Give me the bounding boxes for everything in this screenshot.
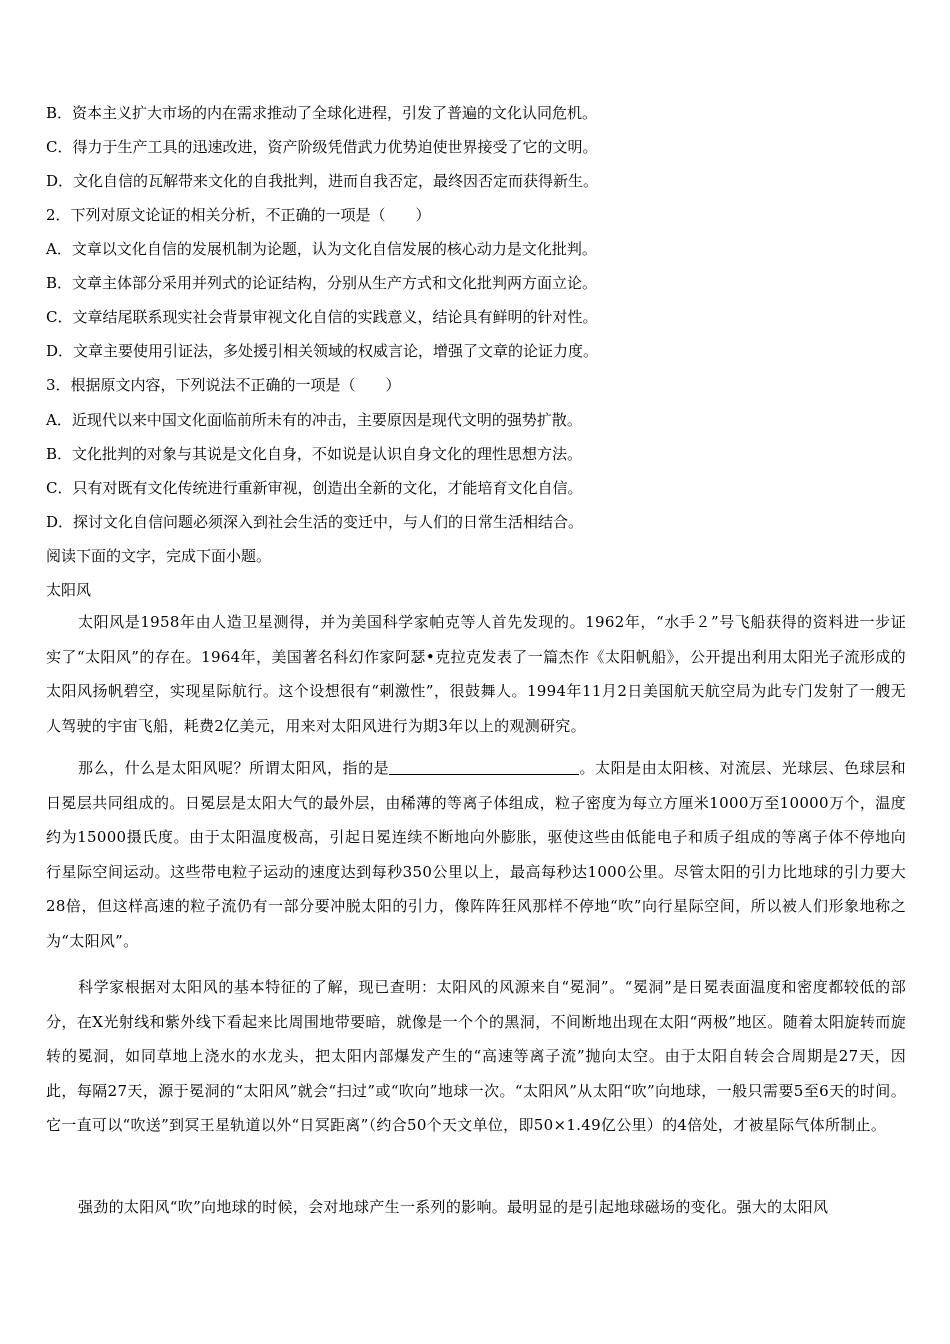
q1-option-b: B．资本主义扩大市场的内在需求推动了全球化进程，引发了普遍的文化认同危机。 bbox=[46, 104, 598, 122]
q3-option-d: D．探讨文化自信问题必须深入到社会生活的变迁中，与人们的日常生活相结合。 bbox=[46, 513, 584, 531]
q2-option-c: C．文章结尾联系现实社会背景审视文化自信的实践意义，结论具有鲜明的针对性。 bbox=[46, 308, 598, 326]
reading-instruction: 阅读下面的文字，完成下面小题。 bbox=[46, 547, 272, 565]
q1-option-c: C．得力于生产工具的迅速改进，资产阶级凭借武力优势迫使世界接受了它的文明。 bbox=[46, 138, 598, 156]
q2-option-d: D．文章主要使用引证法，多处援引相关领域的权威言论，增强了文章的论证力度。 bbox=[46, 342, 599, 360]
paragraph-2-body: 。太阳是由太阳核、对流层、光球层、色球层和日冕层共同组成的。日冕层是太阳大气的最外层，由稀薄的等离子体组成，粒子密度为每立方厘米1000万至10000万个，温度约为15000摄氏度。由于太阳温度极高，引起日冕连续不断地向外膨胀，驱使这些由低能电子和质子组成的等离子体不停地向行星际空间运动。这些带电粒子运动的速度达到每秒350公里以上，最高每秒达1000公里。尽管太阳的引力比地球的引力要大28倍，但这样高速的粒子流仍有一部分要冲脱太阳的引力，像阵阵狂风那样不停地“吹”向行星际空间，所以被人们形象地称之为“太阳风”。 bbox=[46, 759, 906, 950]
fill-in-blank bbox=[389, 758, 579, 775]
q3-option-b: B．文化批判的对象与其说是文化自身，不如说是认识自身文化的理性思想方法。 bbox=[46, 445, 583, 463]
article-paragraph-1: 太阳风是1958年由人造卫星测得，并为美国科学家帕克等人首先发现的。1962年，“水手２”号飞船获得的资料进一步证实了“太阳风”的存在。1964年，美国著名科幻作家阿瑟•克拉克发表了一篇杰作《太阳帆船》，公开提出利用太阳光子流形成的太阳风扬帆碧空，实现星际航行。这个设想很有“刺激性”，很鼓舞人。1994年11月2日美国航天航空局为此专门发射了一艘无人驾驶的宇宙飞船，耗费2亿美元，用来对太阳风进行为期3年以上的观测研究。 bbox=[46, 613, 906, 735]
article-title: 太阳风 bbox=[46, 581, 92, 599]
article-paragraph-3: 科学家根据对太阳风的基本特征的了解，现已查明：太阳风的风源来自“冕洞”。“冕洞”是日冕表面温度和密度都较低的部分，在X光射线和紫外线下看起来比周围地带要暗，就像是一个个的黑洞，不间断地出现在太阳“两极”地区。随着太阳旋转而旋转的冕洞，如同草地上浇水的水龙头，把太阳内部爆发产生的“高速等离子流”抛向太空。由于太阳自转会合周期是27天，因此，每隔27天，源于冕洞的“太阳风”就会“扫过”或“吹向”地球一次。“太阳风”从太阳“吹”向地球，一般只需要5至6天的时间。它一直可以“吹送”到冥王星轨道以外“日冥距离”（约合50个天文单位，即50×1.49亿公里）的4倍处，才被星际气体所制止。 bbox=[46, 978, 906, 1135]
q1-option-d: D．文化自信的瓦解带来文化的自我批判，进而自我否定，最终因否定而获得新生。 bbox=[46, 172, 599, 190]
q2-stem: 2．下列对原文论证的相关分析，不正确的一项是（ ） bbox=[46, 206, 431, 224]
paragraph-2-lead: 那么，什么是太阳风呢？所谓太阳风，指的是 bbox=[78, 759, 390, 777]
q3-option-a: A．近现代以来中国文化面临前所未有的冲击，主要原因是现代文明的强势扩散。 bbox=[46, 411, 582, 429]
article-paragraph-4: 强劲的太阳风“吹”向地球的时候，会对地球产生一系列的影响。最明显的是引起地球磁场的变化。强大的太阳风 bbox=[78, 1198, 829, 1216]
q2-option-a: A．文章以文化自信的发展机制为论题，认为文化自信发展的核心动力是文化批判。 bbox=[46, 240, 597, 258]
article-paragraph-2 bbox=[46, 751, 906, 959]
q2-option-b: B．文章主体部分采用并列式的论证结构，分别从生产方式和文化批判两方面立论。 bbox=[46, 274, 598, 292]
q3-option-c: C．只有对既有文化传统进行重新审视，创造出全新的文化，才能培育文化自信。 bbox=[46, 479, 583, 497]
q3-stem: 3．根据原文内容，下列说法不正确的一项是（ ） bbox=[46, 376, 401, 394]
